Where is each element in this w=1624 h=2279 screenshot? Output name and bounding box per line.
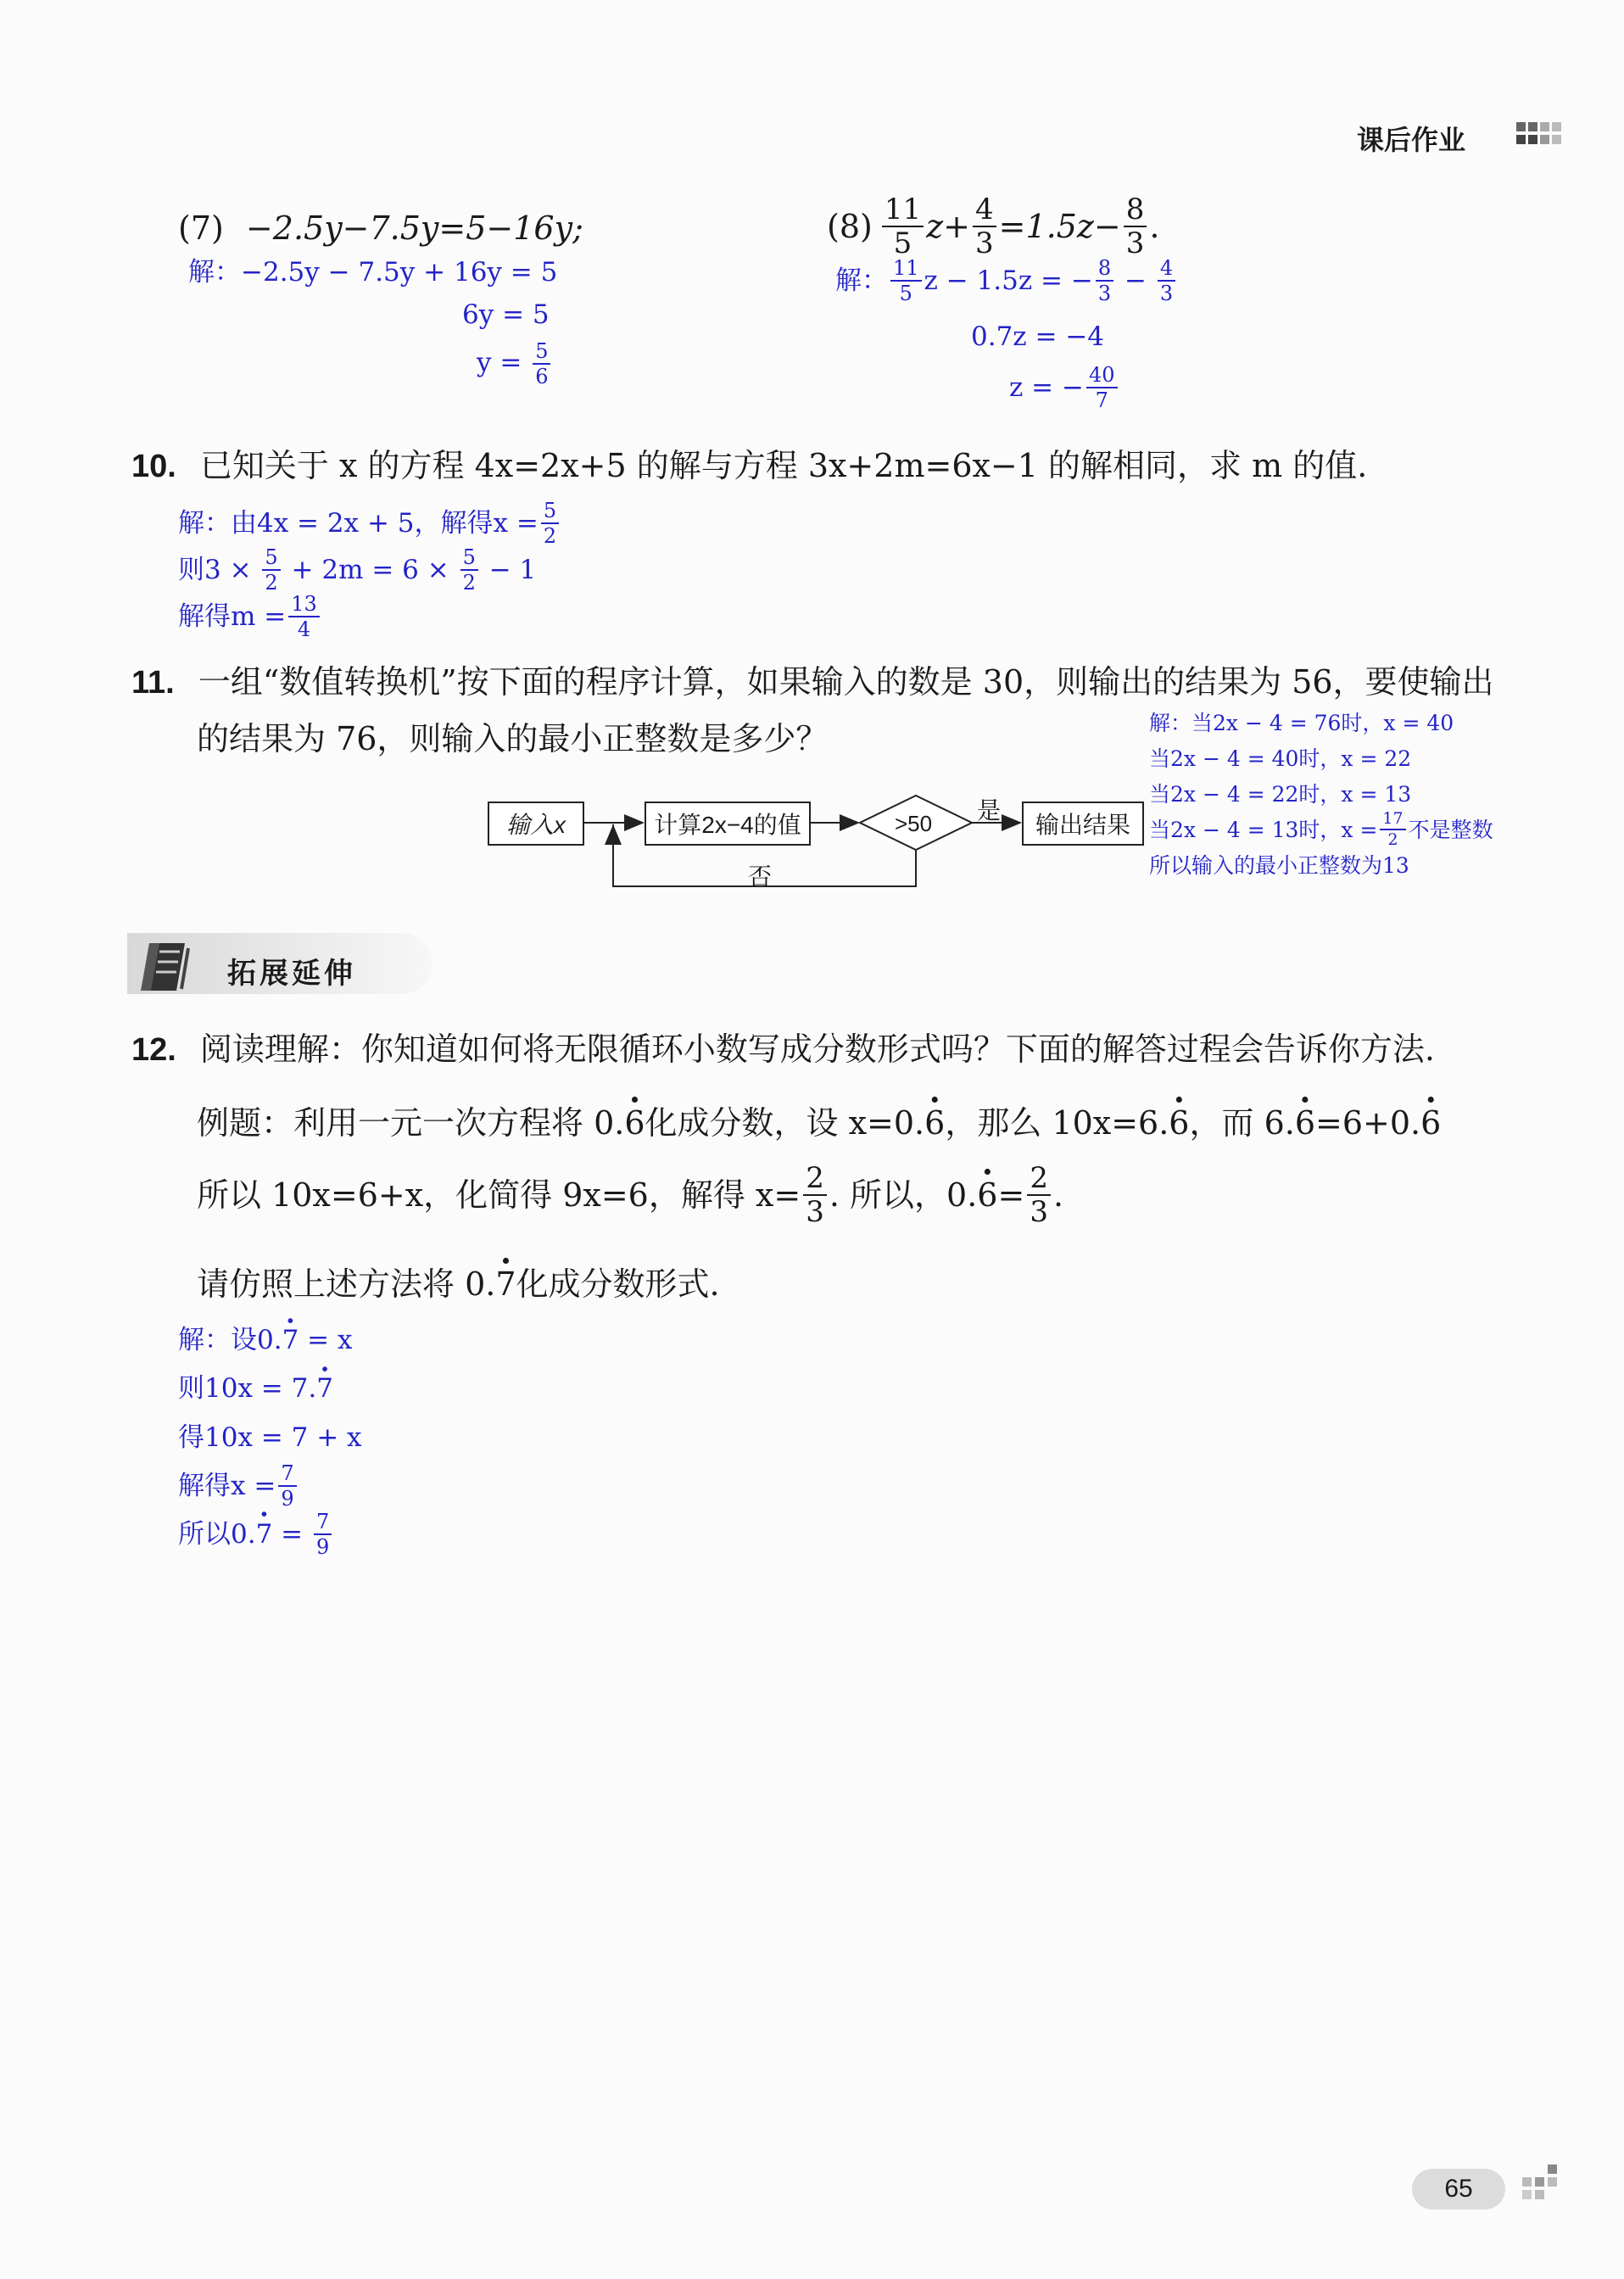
q7-text: −2.5y−7.5y=5−16y; — [245, 209, 583, 247]
q12-example — [197, 1104, 1442, 1142]
q11-sol4-tail: 不是整数 — [1408, 817, 1493, 842]
q7-sol3-text: y = — [477, 347, 531, 378]
q12-task-digit: · 7 — [495, 1268, 516, 1300]
q12-ex-digit3: · 6 — [1169, 1107, 1189, 1139]
q8-mid2: =1.5z− — [998, 208, 1121, 245]
q10-statement: 已知关于 x 的方程 4x=2x+5 的解与方程 3x+2m=6x−1 的解相同，求 m 的值. — [199, 447, 1368, 484]
q7-fraction: $\frac{5}{6}$ — [533, 341, 550, 387]
flow-output-box: 输出结果 — [1022, 802, 1144, 846]
q12-line2-a: 所以 10x=6+x，化简得 9x=6，解得 x= — [197, 1176, 801, 1214]
q12-task-a: 请仿照上述方法将 0. — [197, 1265, 496, 1303]
q8-sol-frac2: $\frac{8}{3}$ — [1096, 258, 1113, 304]
q11-solution-line1: 解：当2x − 4 = 76时，x = 40 — [1149, 711, 1454, 735]
page-number-pill — [1412, 2169, 1505, 2209]
q8-sol-frac3: $\frac{4}{3}$ — [1158, 258, 1175, 304]
flow-input-box: 输入x — [488, 802, 584, 846]
flow-no-label: 否 — [748, 863, 773, 891]
q10-sol3-text: 解得m = — [178, 600, 287, 632]
q11-sol4-text: 当2x − 4 = 13时，x = — [1149, 817, 1378, 842]
q11-text1: 一组“数值转换机”按下面的程序计算，如果输入的数是 30，则输出的结果为 56，要使输出 — [198, 663, 1494, 701]
q8-solution-line2: 0.7z = −4 — [971, 321, 1105, 352]
q7-solution-line2: 6y = 5 — [462, 299, 550, 330]
q12-sol2-digit: · 7 — [316, 1376, 333, 1402]
q12-ex-a: 例题：利用一元一次方程将 0. — [197, 1104, 625, 1142]
q8-end: . — [1149, 208, 1160, 245]
q10-sol2-b: + 2m = 6 × — [282, 554, 458, 585]
q12-intro-text: 阅读理解：你知道如何将无限循环小数写成分数形式吗？下面的解答过程会告诉你方法. — [199, 1031, 1436, 1068]
q12-intro — [131, 1033, 1435, 1066]
q11-number: 11. — [131, 665, 175, 701]
q12-sol1-digit: · 7 — [282, 1327, 299, 1354]
q12-solution-line2 — [178, 1373, 333, 1404]
q12-sol2-a: 则10x = 7. — [178, 1373, 317, 1404]
q8-frac3: $\frac{8}{3}$ — [1124, 195, 1147, 258]
q11-solution-line5: 所以输入的最小正整数为13 — [1149, 853, 1409, 878]
q11-sol4-frac: $\frac{17}{2}$ — [1380, 811, 1405, 848]
q8-sol-line3: z = − — [1009, 371, 1084, 403]
q12-ex-digit2: · 6 — [924, 1107, 945, 1139]
q8-sol-minus: − — [1116, 265, 1155, 296]
q12-ex-c: ，那么 10x=6. — [945, 1104, 1169, 1142]
q12-line2-b: . 所以，0. — [829, 1176, 978, 1214]
q12-ex-b: 化成分数，设 x=0. — [645, 1104, 925, 1142]
q8-sol-prefix: 解： — [835, 265, 888, 296]
q12-line2 — [197, 1161, 1064, 1229]
q12-ex-digit1: · 6 — [624, 1107, 645, 1139]
section-book-icon — [134, 940, 202, 992]
q8-sol-line1: z − 1.5z = − — [924, 265, 1093, 296]
q12-ex-digit5: · 6 — [1420, 1107, 1441, 1139]
q10-sol2-c: − 1 — [480, 554, 537, 585]
q12-sol1-a: 解：设0. — [178, 1325, 282, 1355]
section-title: 拓展延伸 — [227, 957, 356, 991]
q12-sol5-digit: · 7 — [256, 1522, 273, 1548]
q12-solution-line1 — [178, 1327, 352, 1354]
q10-sol2-a: 则3 × — [178, 554, 260, 585]
q12-ex-digit4: · 6 — [1295, 1107, 1315, 1139]
flow-compute-box: 计算2x−4的值 — [645, 802, 811, 846]
q12-solution-line4 — [178, 1463, 299, 1509]
q12-task-b: 化成分数形式. — [516, 1265, 720, 1303]
q12-sol5-frac: $\frac{7}{9}$ — [314, 1511, 332, 1557]
q12-sol5-a: 所以0. — [178, 1518, 256, 1550]
q12-ex-f: =6+0. — [1315, 1104, 1421, 1142]
q8-frac2: $\frac{4}{3}$ — [973, 195, 996, 258]
q10-sol2-frac2: $\frac{5}{2}$ — [460, 547, 478, 593]
q12-frac-a: $\frac{2}{3}$ — [803, 1164, 827, 1226]
q8-label: (8) — [827, 208, 873, 245]
flow-diagram-lines — [0, 0, 1624, 933]
q8-mid: z+ — [926, 208, 970, 245]
q8-sol-frac4: $\frac{40}{7}$ — [1086, 365, 1118, 411]
q10-sol1-text: 解：由4x = 2x + 5，解得x = — [178, 507, 539, 539]
q11-line2: 的结果为 76，则输入的最小正整数是多少？ — [197, 720, 829, 757]
q12-ex-e: ，而 6. — [1189, 1104, 1295, 1142]
page-number: 65 — [1444, 2175, 1473, 2203]
q10-sol3-frac: $\frac{13}{4}$ — [288, 594, 320, 640]
q12-solution-line3: 得10x = 7 + x — [178, 1422, 362, 1453]
q12-line2-c: = — [997, 1176, 1025, 1214]
q11-solution-line3: 当2x − 4 = 22时，x = 13 — [1149, 782, 1412, 807]
q12-number: 12. — [131, 1032, 176, 1068]
q12-sol5-b: = — [272, 1518, 311, 1550]
q10-sol2-frac1: $\frac{5}{2}$ — [262, 547, 280, 593]
q7-solution-line1: 解：−2.5y − 7.5y + 16y = 5 — [188, 257, 558, 288]
q12-sol4-frac: $\frac{7}{9}$ — [278, 1463, 296, 1509]
q10-number: 10. — [131, 449, 176, 484]
q10-sol1-frac: $\frac{5}{2}$ — [541, 500, 559, 546]
q8-sol-frac1: $\frac{11}{5}$ — [890, 258, 922, 304]
flow-yes-label: 是 — [977, 796, 1002, 824]
q12-sol4-text: 解得x = — [178, 1470, 276, 1501]
q12-solution-line5 — [178, 1511, 334, 1557]
q7-label: (7) — [178, 209, 224, 247]
q12-task — [197, 1265, 720, 1303]
q11-solution-line2: 当2x − 4 = 40时，x = 22 — [1149, 746, 1412, 771]
q12-frac-b: $\frac{2}{3}$ — [1027, 1164, 1051, 1226]
q12-sol1-b: = x — [299, 1325, 353, 1355]
q12-line2-end: . — [1052, 1176, 1064, 1214]
flow-compare-label: >50 — [895, 811, 933, 836]
q12-line2-digit: · 6 — [977, 1179, 997, 1211]
header-title: 课后作业 — [1357, 125, 1466, 155]
q8-frac1: $\frac{11}{5}$ — [882, 195, 924, 258]
